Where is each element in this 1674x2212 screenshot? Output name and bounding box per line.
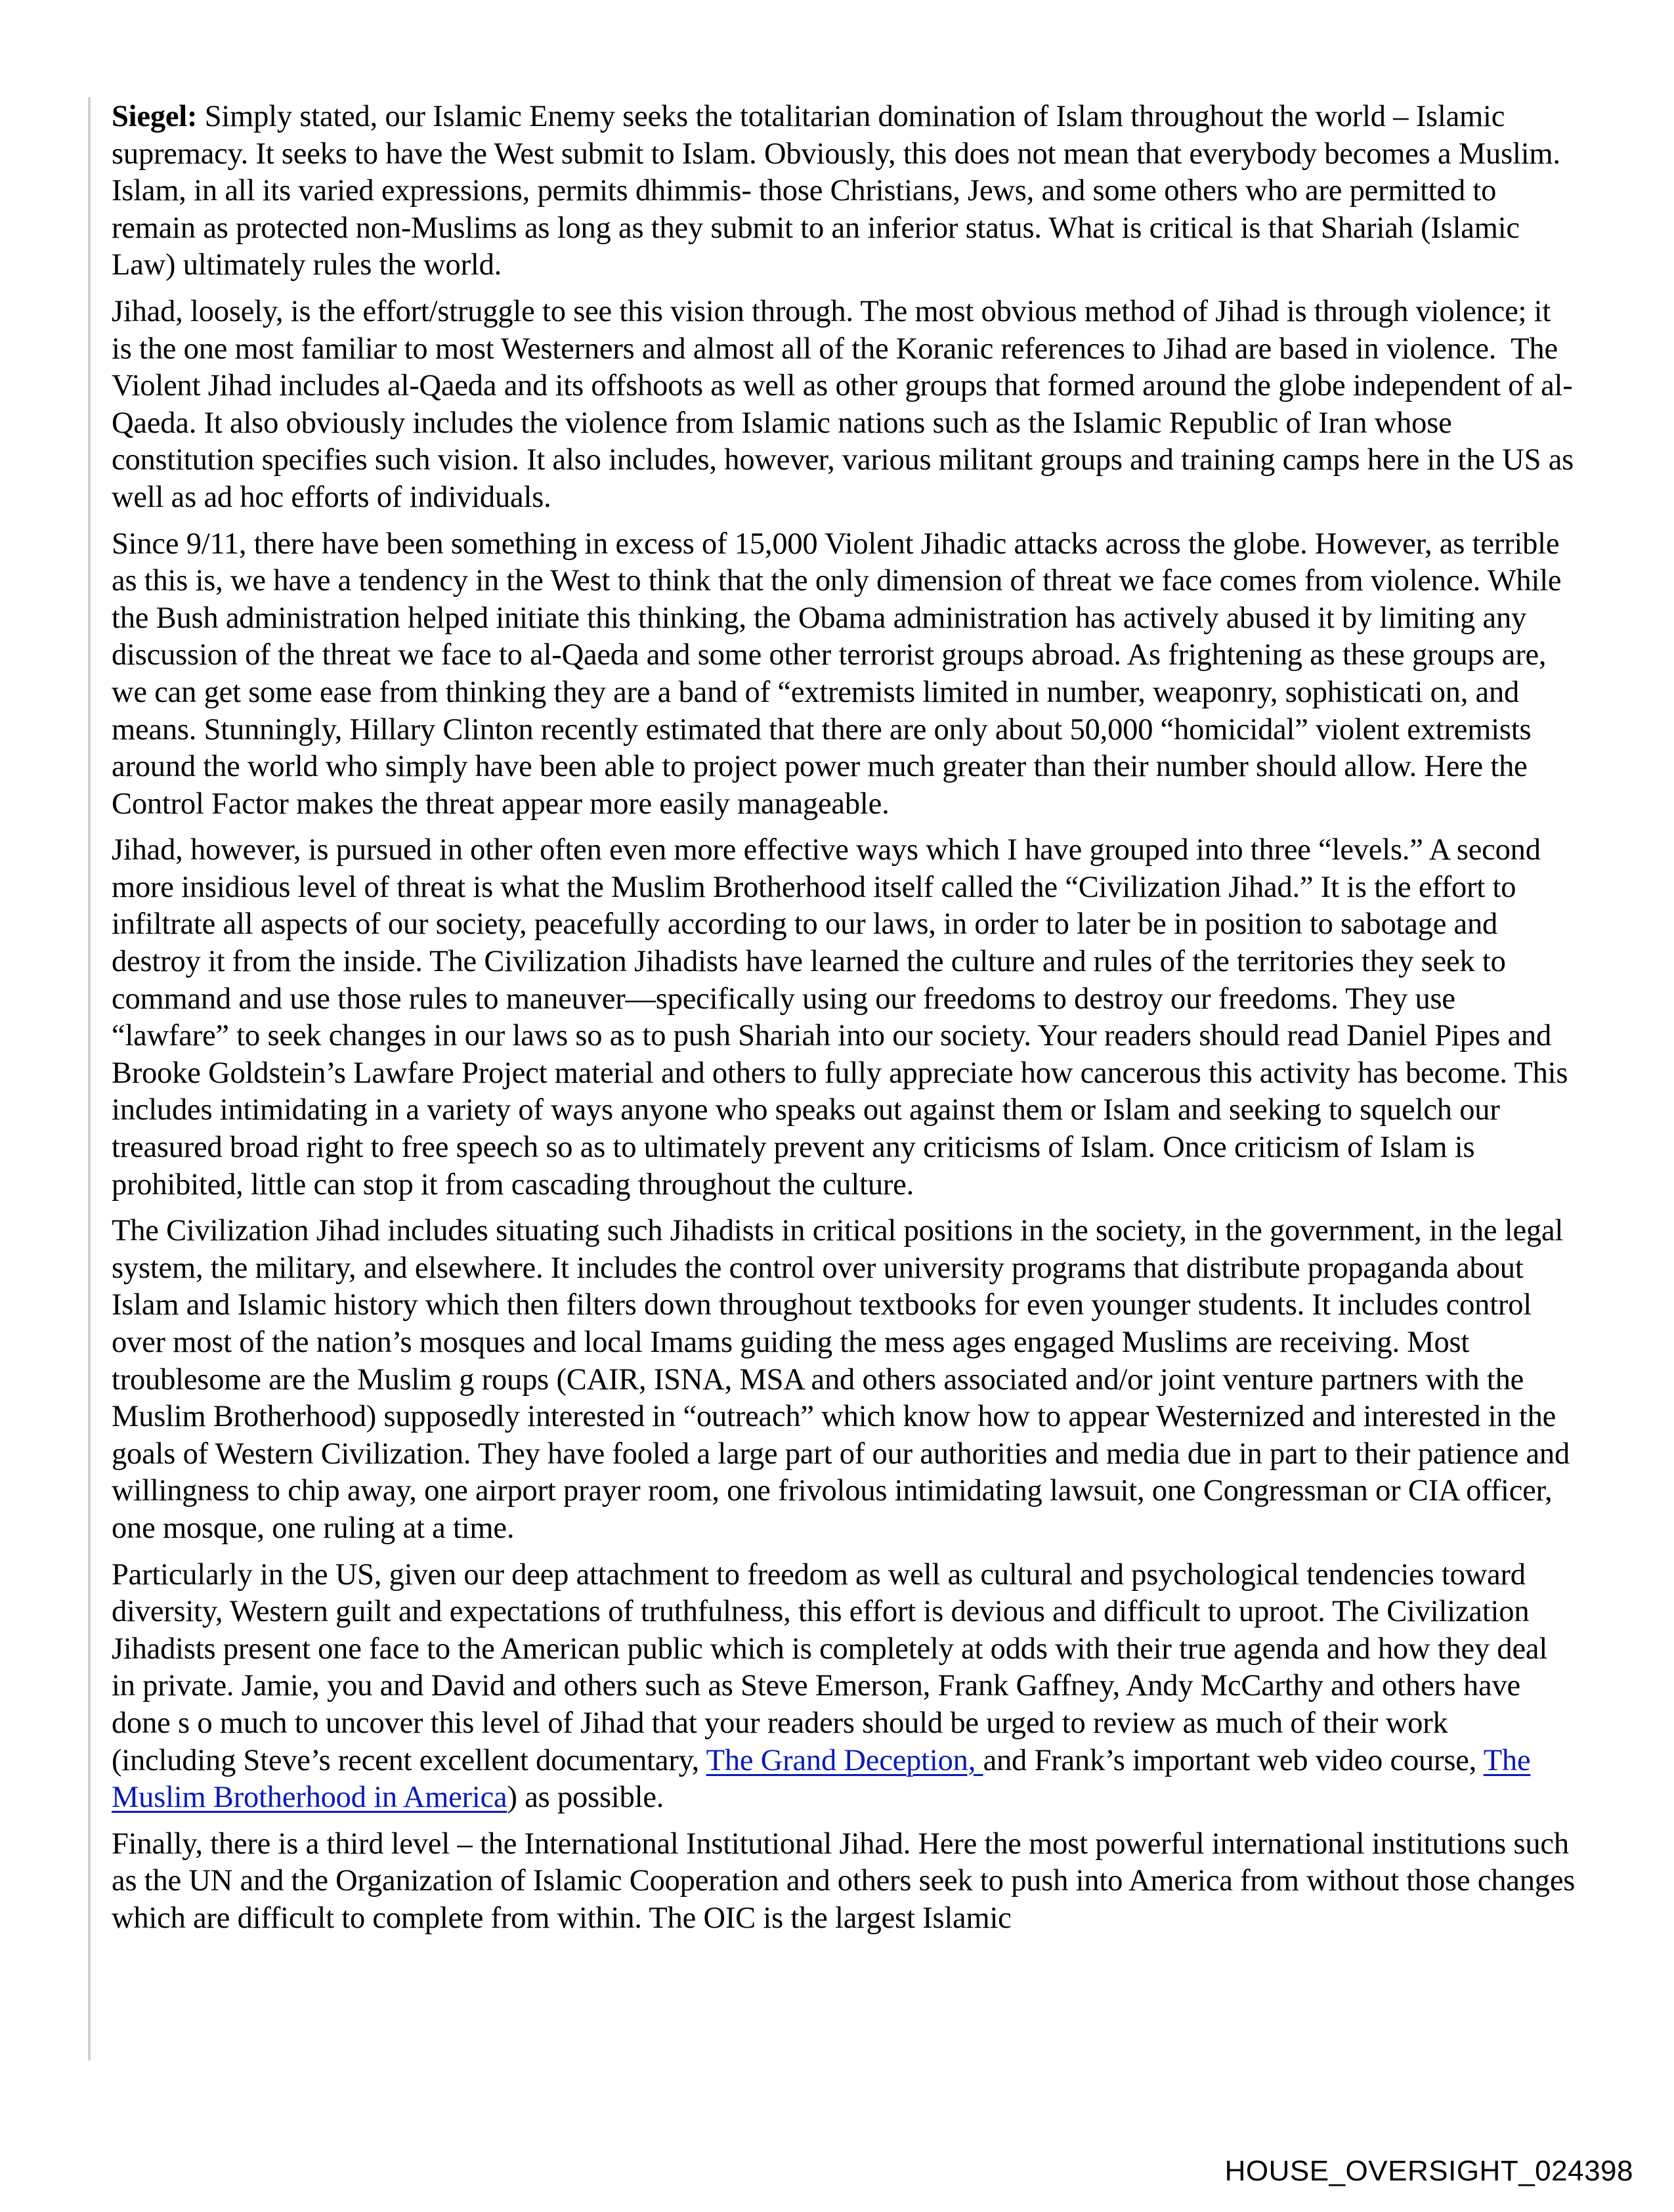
link-muslim-brotherhood-in-america[interactable]: The Muslim Brotherhood in America [112, 1743, 1531, 1815]
paragraph-text: Since 9/11, there have been something in excess of 15,000 Violent Jihadic attacks across the globe. However, as terrible as this is, we have a tendency in the West to think that the only dimension of threat we face comes from violence. While the Bush administration helped initiate this thinking, the Obama administration has actively abused it by limiting any discussion of the threat we face to al-Qaeda and some other terrorist groups abroad. As frightening as these groups are, we can get some ease from thinking they are a band of “extremists limited in number, weaponry, sophisticati on, and means. Stunningly, Hillary Clinton recently estimated that there are only about 50,000 “homicidal” violent extremists around the world who simply have been able to project power much greater than their number should allow. Here the Control Factor makes the threat appear more easily manageable. [112, 527, 1569, 821]
paragraph-third-level [112, 1826, 1583, 1938]
paragraph-text: Jihad, loosely, is the effort/struggle to see this vision through. The most obvious method of Jihad is through violence; it is the one most familiar to most Westerners and almost all of the Koranic references to Jihad are based in violence. The Violent Jihad includes al-Qaeda and its offshoots as well as other groups that formed around the globe independent of al-Qaeda. It also obviously includes the violence from Islamic nations such as the Islamic Republic of Iran whose constitution specifies such vision. It also includes, however, various militant groups and training camps here in the US as well as ad hoc efforts of individuals. [112, 294, 1581, 514]
paragraph-text: ) as possible. [507, 1781, 664, 1815]
paragraph-violent-jihad [112, 293, 1581, 517]
paragraph-text: Jihad, however, is pursued in other often even more effective ways which I have grouped into three “levels.” A second more insidious level of threat is what the Muslim Brotherhood itself called the “Civilization Jihad.” It is the effort to infiltrate all aspects of our society, peacefully according to our laws, in order to later be in position to sabotage and destroy it from the inside. The Civilization Jihadists have learned the culture and rules of the territories they seek to command and use those rules to maneuver—specifically using our freedoms to destroy our freedoms. They use “lawfare” to seek changes in our laws so as to push Shariah into our society. Your readers should read Daniel Pipes and Brooke Goldstein’s Lawfare Project material and others to fully appreciate how cancerous this activity has become. This includes intimidating in a variety of ways anyone who speaks out against them or Islam and seeking to squelch our treasured broad right to free speech so as to ultimately prevent any criticisms of Islam. Once criticism of Islam is prohibited, little can stop it from cascading throughout the culture. [112, 833, 1576, 1202]
paragraph-text: Particularly in the US, given our deep attachment to freedom as well as cultural and psychological tendencies toward diversity, Western guilt and expectations of truthfulness, this effort is devious and difficult to uproot. The Civilization Jihadists present one face to the American public which is completely at odds with their true agenda and how they deal in private. Jamie, you and David and others such as Steve Emerson, Frank Gaffney, Andy McCarthy and others have done s o much to uncover this level of Jihad that your readers should be urged to review as much of their work (including Steve’s recent excellent documentary, [112, 1557, 1555, 1777]
margin-change-bar [88, 97, 91, 2060]
speaker-label: Siegel: [112, 100, 198, 133]
link-the-grand-deception[interactable]: The Grand Deception, [706, 1743, 983, 1777]
paragraph-particularly-in-us [112, 1557, 1576, 1817]
paragraph-text: Simply stated, our Islamic Enemy seeks the totalitarian domination of Islam throughout the world – Islamic supremacy. It seeks to have the West submit to Islam. Obviously, this does not mean that everybody becomes a Muslim. Islam, in all its varied expressions, permits dhimmis- those Christians, Jews, and some others who are permitted to remain as protected non-Muslims as long as they submit to an inferior status. What is critical is that Shariah (Islamic Law) ultimately rules the world. [112, 100, 1568, 282]
document-body [112, 98, 1583, 1947]
bates-number: HOUSE_OVERSIGHT_024398 [1224, 2155, 1633, 2187]
paragraph-text: Finally, there is a third level – the International Institutional Jihad. Here the most powerful international institutions such as the UN and the Organization of Islamic Cooperation and others seek to push into America from without those changes which are difficult to complete from within. The OIC is the largest Islamic [112, 1827, 1583, 1935]
paragraph-text: and Frank’s important web video course, [983, 1743, 1484, 1777]
paragraph-siegel-answer [112, 98, 1576, 284]
paragraph-civilization-jihad [112, 832, 1576, 1204]
paragraph-text: The Civilization Jihad includes situating such Jihadists in critical positions in the society, in the government, in the legal system, the military, and elsewhere. It includes the control over university programs that distribute propaganda about Islam and Islamic history which then filters down throughout textbooks for even younger students. It includes control over most of the nation’s mosques and local Imams guiding the mess ages engaged Muslims are receiving. Most troublesome are the Muslim g roups (CAIR, ISNA, MSA and others associated and/or joint venture partners with the Muslim Brotherhood) supposedly interested in “outreach” which know how to appear Westernized and interested in the goals of Western Civilization. They have fooled a large part of our authorities and media due in part to their patience and willingness to chip away, one airport prayer room, one frivolous intimidating lawsuit, one Congressman or CIA officer, one mosque, one ruling at a time. [112, 1214, 1577, 1545]
paragraph-civilization-jihad-details [112, 1213, 1576, 1547]
paragraph-since-911 [112, 526, 1576, 823]
